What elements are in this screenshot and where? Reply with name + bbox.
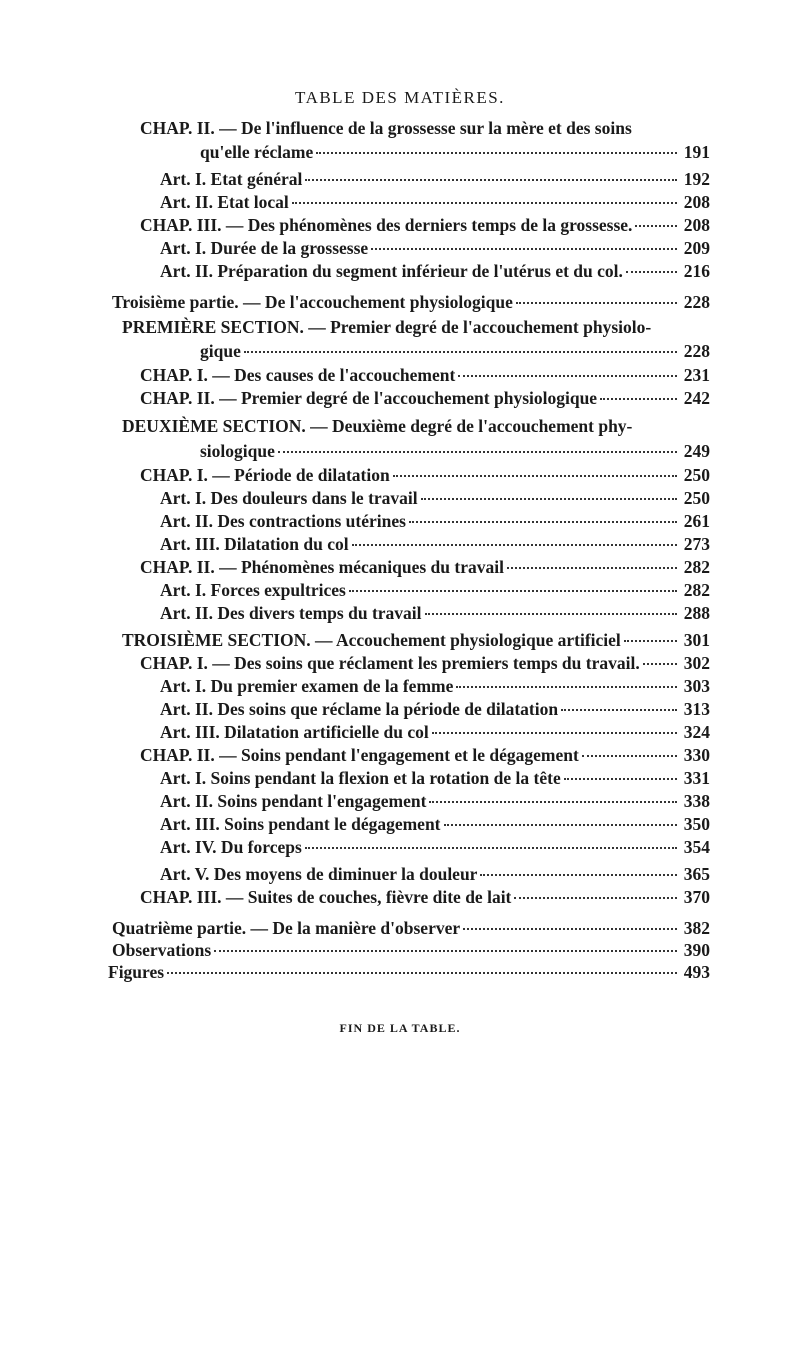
toc-entry-title: Art. II. Des contractions utérines <box>160 511 406 531</box>
dot-leader <box>167 971 677 974</box>
toc-entry <box>108 962 710 983</box>
toc-entry-page: 382 <box>683 918 710 938</box>
toc-entry-title: Art. III. Dilatation du col <box>160 534 349 554</box>
toc-entry-continuation: siologique <box>200 441 275 461</box>
dot-leader <box>305 846 677 849</box>
dot-leader <box>432 731 677 734</box>
dot-leader <box>564 777 677 780</box>
toc-entry-title: CHAP. II. — Premier degré de l'accouchement physiologique <box>140 388 598 408</box>
dot-leader <box>421 497 677 500</box>
toc-entry-page: 493 <box>683 962 710 982</box>
toc-entry <box>160 864 710 885</box>
toc-entry <box>160 722 710 743</box>
dot-leader <box>458 374 677 377</box>
dot-leader <box>635 224 677 227</box>
toc-entry <box>160 791 710 812</box>
toc-entry-page: 192 <box>683 169 710 189</box>
dot-leader <box>507 566 677 569</box>
page-header: TABLE DES MATIÈRES. <box>295 88 505 107</box>
toc-entry-page: 354 <box>683 837 710 857</box>
toc-entry-continuation: qu'elle réclame <box>200 142 314 162</box>
dot-leader <box>626 270 677 273</box>
toc-entry <box>140 465 710 486</box>
toc-entry-page: 242 <box>683 388 710 408</box>
toc-entry <box>160 534 710 555</box>
toc-entry-page: 282 <box>683 580 710 600</box>
toc-entry-page: 338 <box>683 791 710 811</box>
dot-leader <box>278 450 677 453</box>
toc-entry-title: Art. II. Etat local <box>160 192 289 212</box>
toc-entry-title: CHAP. I. — Des soins que réclament les premiers temps du travail. <box>140 653 640 673</box>
dot-leader <box>305 178 677 181</box>
dot-leader <box>582 754 677 757</box>
toc-entry-page: 250 <box>683 488 710 508</box>
toc-entry <box>112 292 710 313</box>
toc-entry <box>160 768 710 789</box>
toc-entry-page: 261 <box>683 511 710 531</box>
toc-entry-page: 330 <box>683 745 710 765</box>
toc-entry-continuation: gique <box>200 341 241 361</box>
dot-leader <box>561 708 677 711</box>
toc-entry <box>140 365 710 386</box>
toc-entry-page: 191 <box>683 142 710 162</box>
toc-entry-title: PREMIÈRE SECTION. — Premier degré de l'accouchement physiolo- <box>122 317 652 337</box>
toc-entry-page: 208 <box>683 192 710 212</box>
toc-entry-text-line <box>140 118 710 139</box>
dot-leader <box>393 474 677 477</box>
toc-entry-title: Quatrième partie. — De la manière d'observer <box>112 918 461 938</box>
toc-entry <box>112 940 710 961</box>
toc-entry-title: Observations <box>112 940 212 960</box>
toc-entry-page: 208 <box>683 215 710 235</box>
toc-entry-title: Art. II. Préparation du segment inférieur de l'utérus et du col. <box>160 261 623 281</box>
toc-entry <box>160 488 710 509</box>
dot-leader <box>292 201 677 204</box>
dot-leader <box>214 949 677 952</box>
toc-entry-page: 303 <box>683 676 710 696</box>
toc-entry-page: 365 <box>683 864 710 884</box>
dot-leader <box>516 301 677 304</box>
toc-entry-page: 324 <box>683 722 710 742</box>
toc-entry-page: 302 <box>683 653 710 673</box>
toc-entry-page: 209 <box>683 238 710 258</box>
toc-entry-page: 228 <box>683 292 710 312</box>
toc-entry <box>140 215 710 236</box>
dot-leader <box>456 685 677 688</box>
toc-entry-title: CHAP. II. — Soins pendant l'engagement et le dégagement <box>140 745 579 765</box>
toc-entry-page: 313 <box>683 699 710 719</box>
toc-entry-title: Art. II. Des soins que réclame la période de dilatation <box>160 699 559 719</box>
dot-leader <box>429 800 677 803</box>
toc-entry-title: Troisième partie. — De l'accouchement physiologique <box>112 292 513 312</box>
toc-entry-title: CHAP. II. — De l'influence de la grossesse sur la mère et des soins <box>140 118 632 138</box>
dot-leader <box>624 639 677 642</box>
toc-entry <box>160 837 710 858</box>
toc-entry <box>160 814 710 835</box>
toc-entry <box>160 169 710 190</box>
toc-entry <box>160 603 710 624</box>
toc-entry-title: CHAP. I. — Période de dilatation <box>140 465 390 485</box>
toc-entry-title: Art. I. Soins pendant la flexion et la rotation de la tête <box>160 768 561 788</box>
toc-entry-title: Art. V. Des moyens de diminuer la douleur <box>160 864 478 884</box>
toc-entry-title: CHAP. III. — Des phénomènes des derniers temps de la grossesse. <box>140 215 633 235</box>
dot-leader <box>600 397 677 400</box>
toc-entry-title: Art. III. Soins pendant le dégagement <box>160 814 441 834</box>
toc-entry-title: Art. IV. Du forceps <box>160 837 302 857</box>
toc-entry <box>140 557 710 578</box>
dot-leader <box>349 589 677 592</box>
toc-entry-title: Art. I. Des douleurs dans le travail <box>160 488 418 508</box>
toc-entry-page: 282 <box>683 557 710 577</box>
toc-entry <box>200 441 710 462</box>
toc-entry-title: DEUXIÈME SECTION. — Deuxième degré de l'accouchement phy- <box>122 416 633 436</box>
toc-entry <box>160 192 710 213</box>
toc-entry-title: Art. II. Soins pendant l'engagement <box>160 791 427 811</box>
toc-entry-page: 370 <box>683 887 710 907</box>
end-of-table-note: FIN DE LA TABLE. <box>339 1021 461 1035</box>
toc-entry-page: 249 <box>683 441 710 461</box>
toc-entry <box>160 676 710 697</box>
toc-entry <box>160 699 710 720</box>
toc-entry-title: Art. III. Dilatation artificielle du col <box>160 722 429 742</box>
toc-entry-title: Figures <box>108 962 165 982</box>
toc-entry-page: 390 <box>683 940 710 960</box>
toc-entry <box>140 653 710 674</box>
toc-entry <box>140 745 710 766</box>
toc-entry <box>200 341 710 362</box>
dot-leader <box>316 151 677 154</box>
toc-entry-title: Art. I. Forces expultrices <box>160 580 346 600</box>
dot-leader <box>409 520 677 523</box>
toc-entry-title: Art. II. Des divers temps du travail <box>160 603 422 623</box>
toc-entry <box>160 511 710 532</box>
toc-entry <box>140 388 710 409</box>
toc-entry-page: 228 <box>683 341 710 361</box>
toc-entry <box>200 142 710 163</box>
toc-entry-page: 331 <box>683 768 710 788</box>
dot-leader <box>371 247 677 250</box>
toc-entry-title: TROISIÈME SECTION. — Accouchement physiologique artificiel <box>122 630 621 650</box>
toc-entry-title: Art. I. Etat général <box>160 169 303 189</box>
toc-entry-text-line <box>122 317 710 338</box>
toc-entry-title: CHAP. I. — Des causes de l'accouchement <box>140 365 456 385</box>
toc-entry <box>160 580 710 601</box>
dot-leader <box>643 662 677 665</box>
toc-entry-page: 350 <box>683 814 710 834</box>
toc-entry-text-line <box>122 416 710 437</box>
toc-entry-page: 301 <box>683 630 710 650</box>
dot-leader <box>480 873 677 876</box>
toc-entry-title: Art. I. Du premier examen de la femme <box>160 676 454 696</box>
toc-entry-page: 273 <box>683 534 710 554</box>
toc-entry-title: Art. I. Durée de la grossesse <box>160 238 369 258</box>
toc-entry <box>112 918 710 939</box>
toc-entry-page: 231 <box>683 365 710 385</box>
dot-leader <box>444 823 677 826</box>
toc-entry <box>160 238 710 259</box>
toc-entry-title: CHAP. II. — Phénomènes mécaniques du travail <box>140 557 504 577</box>
dot-leader <box>352 543 677 546</box>
toc-entry <box>140 887 710 908</box>
toc-entry-title: CHAP. III. — Suites de couches, fièvre dite de lait <box>140 887 512 907</box>
toc-entry <box>122 630 710 651</box>
toc-entry-page: 216 <box>683 261 710 281</box>
toc-entry-page: 250 <box>683 465 710 485</box>
toc-entry <box>160 261 710 282</box>
dot-leader <box>244 350 677 353</box>
dot-leader <box>425 612 677 615</box>
dot-leader <box>514 896 677 899</box>
toc-entry-page: 288 <box>683 603 710 623</box>
dot-leader <box>463 927 677 930</box>
